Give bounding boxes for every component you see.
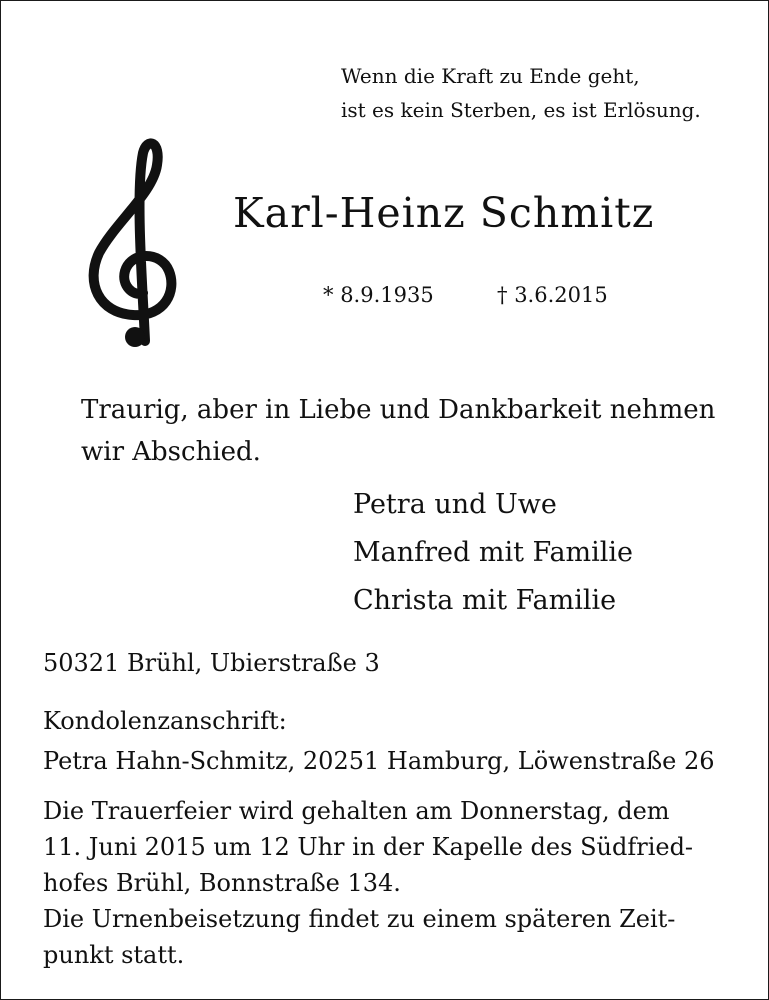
birth-date-value: 8.9.1935 [340,283,434,307]
service-line: punkt statt. [43,941,185,969]
family-member: Petra und Uwe [353,489,557,520]
condolence-address: Petra Hahn-Schmitz, 20251 Hamburg, Löwenstraße 26 [43,747,715,775]
farewell-text [81,389,741,473]
treble-clef-icon [85,133,185,353]
family-member: Christa mit Familie [353,585,617,616]
condolence-block [43,701,715,781]
condolence-label: Kondolenzanschrift: [43,707,287,735]
family-member: Manfred mit Familie [353,537,634,568]
service-line: Die Trauerfeier wird gehalten am Donnerstag, dem [43,797,670,825]
deceased-name: Karl-Heinz Schmitz [233,189,655,237]
farewell-line: Traurig, aber in Liebe und Dankbarkeit nehmen [81,395,716,425]
motto-quote [341,59,701,127]
death-symbol: † [497,283,508,307]
motto-line: Wenn die Kraft zu Ende geht, [341,64,640,88]
death-date [497,283,608,307]
service-line: Die Urnenbeisetzung findet zu einem späteren Zeit- [43,905,676,933]
farewell-line: wir Abschied. [81,437,261,467]
service-line: hofes Brühl, Bonnstraße 134. [43,869,401,897]
family-address: 50321 Brühl, Ubierstraße 3 [43,649,380,677]
birth-symbol: * [323,283,334,307]
death-date-value: 3.6.2015 [514,283,608,307]
birth-date [323,283,434,307]
service-line: 11. Juni 2015 um 12 Uhr in der Kapelle des Südfried- [43,833,694,861]
funeral-service-info [43,793,743,973]
motto-line: ist es kein Sterben, es ist Erlösung. [341,98,701,122]
family-signatures [353,481,633,625]
